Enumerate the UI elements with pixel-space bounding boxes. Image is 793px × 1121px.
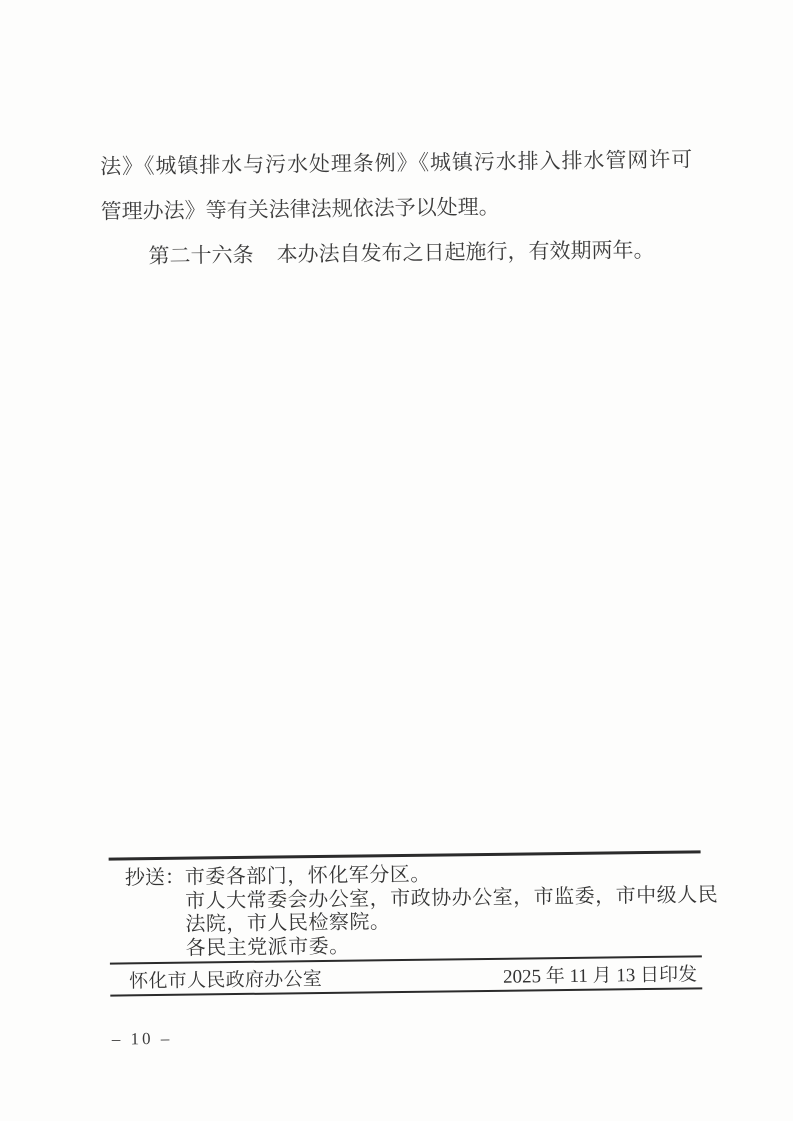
divider-top [109,850,701,860]
cc-list [185,860,719,961]
body-line-1: 法》《城镇排水与污水处理条例》《城镇污水排入排水管网许可 [100,147,693,179]
cc-line-4: 各民主党派市委。 [185,935,350,960]
body-line-2: 管理办法》等有关法律法规依法予以处理。 [100,194,500,224]
cc-label: 抄送： [124,866,185,890]
article-text: 本办法自发布之日起施行，有效期两年。 [276,237,655,267]
page-number: – 10 – [111,1028,173,1049]
paragraph-indent [101,263,143,264]
document-body [100,137,694,279]
cc-line-3: 法院，市人民检察院。 [185,911,391,936]
print-date: 2025 年 11 月 13 日印发 [502,964,698,988]
cc-block [124,860,719,961]
cc-line-1: 市委各部门，怀化军分区。 [184,863,431,889]
article-number: 第二十六条 [148,242,254,269]
article-line [101,227,694,279]
issuing-office: 怀化市人民政府办公室 [129,968,323,993]
cc-line-2: 市人大常委会办公室，市政协办公室，市监委，市中级人民 [185,883,719,913]
